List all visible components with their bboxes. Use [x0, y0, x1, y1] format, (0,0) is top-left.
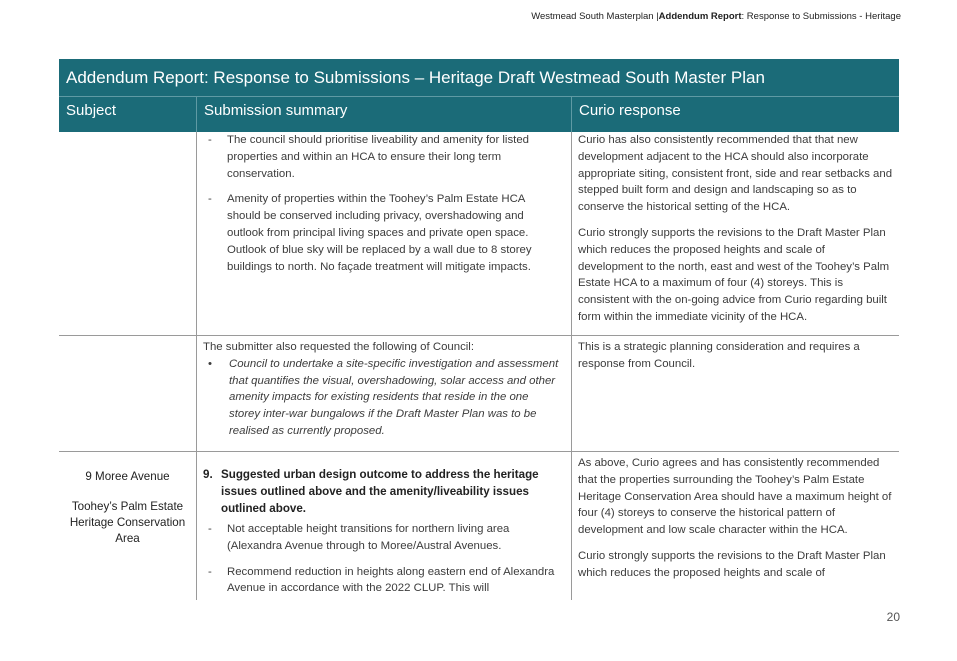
- summary-intro: The submitter also requested the following of Council:: [203, 341, 474, 353]
- summary-cell: [196, 132, 571, 335]
- running-header: [531, 11, 901, 22]
- subject-address: 9 Moree Avenue: [85, 470, 170, 483]
- summary-bullet: • Council to undertake a site-specific investigation and assessment that quantifies the visual, overshadowing, solar access and other amenity impacts for existing residents that reside in the one storey inter-war bungalows if the Draft Master Plan was to be realised as currently proposed.: [208, 357, 559, 437]
- summary-cell: [196, 452, 571, 600]
- response-cell: [571, 132, 899, 335]
- subject-cell: [59, 452, 196, 600]
- running-header-suffix: : Response to Submissions - Heritage: [741, 11, 901, 22]
- column-header-summary: Submission summary: [196, 97, 571, 132]
- response-cell: [571, 452, 899, 600]
- response-paragraph: Curio has also consistently recommended that that new development adjacent to the HCA should also incorporate appropriate siting, consistent front, side and rear setbacks and stepped built form and design and landscaping so as to conserve the historical setting of the HCA.: [578, 134, 893, 214]
- summary-item: - Amenity of properties within the Toohey’s Palm Estate HCA should be conserved including privacy, overshadowing and outlook from principal living spaces and private open space. Outlook of blue sky will be replaced by a wall due to 8 storey buildings to north. No façade treatment will mitigate impacts.: [208, 193, 532, 273]
- response-paragraph: Curio strongly supports the revisions to the Draft Master Plan which reduces the proposed heights and scale of: [578, 549, 886, 579]
- summary-item: - Recommend reduction in heights along eastern end of Alexandra Avenue in accordance with the 2022 CLUP. This will: [208, 565, 555, 595]
- summary-cell: [196, 336, 571, 451]
- column-header-response: Curio response: [571, 97, 899, 132]
- table-row: [59, 336, 899, 452]
- subject-cell: [59, 132, 196, 335]
- table-title: Addendum Report: Response to Submissions – Heritage Draft Westmead South Master Plan: [59, 59, 899, 96]
- table-row: [59, 452, 899, 600]
- column-header-subject: Subject: [66, 102, 117, 119]
- report-table: [59, 59, 899, 600]
- summary-item: - Not acceptable height transitions for northern living area (Alexandra Avenue through to Moree/Austral Avenues.: [208, 523, 510, 552]
- response-paragraph: Curio strongly supports the revisions to the Draft Master Plan which reduces the proposed heights and scale of development to the north, east and west of the Toohey’s Palm Estate HCA to a maximum of four (4) storeys. This is consistent with the on-going advice from Curio regarding built form within the immediate vicinity of the HCA.: [578, 226, 890, 323]
- summary-item: - The council should prioritise liveability and amenity for listed properties and within an HCA to ensure their long term conservation.: [208, 134, 529, 180]
- response-cell: [571, 336, 899, 451]
- response-paragraph: As above, Curio agrees and has consistently recommended that the properties surrounding the Toohey’s Palm Estate Heritage Conservation Area should have a maximum height of four (4) storeys to conserve the historical pattern of development and low scale character within the HCA.: [578, 457, 892, 537]
- summary-heading: 9. Suggested urban design outcome to address the heritage issues outlined above and the amenity/liveability issues outlined above.: [203, 468, 539, 515]
- table-row: [59, 132, 899, 336]
- column-header-row: [59, 96, 899, 132]
- response-paragraph: This is a strategic planning consideration and requires a response from Council.: [578, 341, 860, 370]
- running-header-prefix: Westmead South Masterplan |: [531, 11, 659, 22]
- subject-cell: [59, 336, 196, 451]
- subject-area: Toohey’s Palm Estate Heritage Conservation Area: [69, 500, 186, 545]
- page-number: 20: [886, 610, 900, 624]
- running-header-bold: Addendum Report: [658, 11, 742, 22]
